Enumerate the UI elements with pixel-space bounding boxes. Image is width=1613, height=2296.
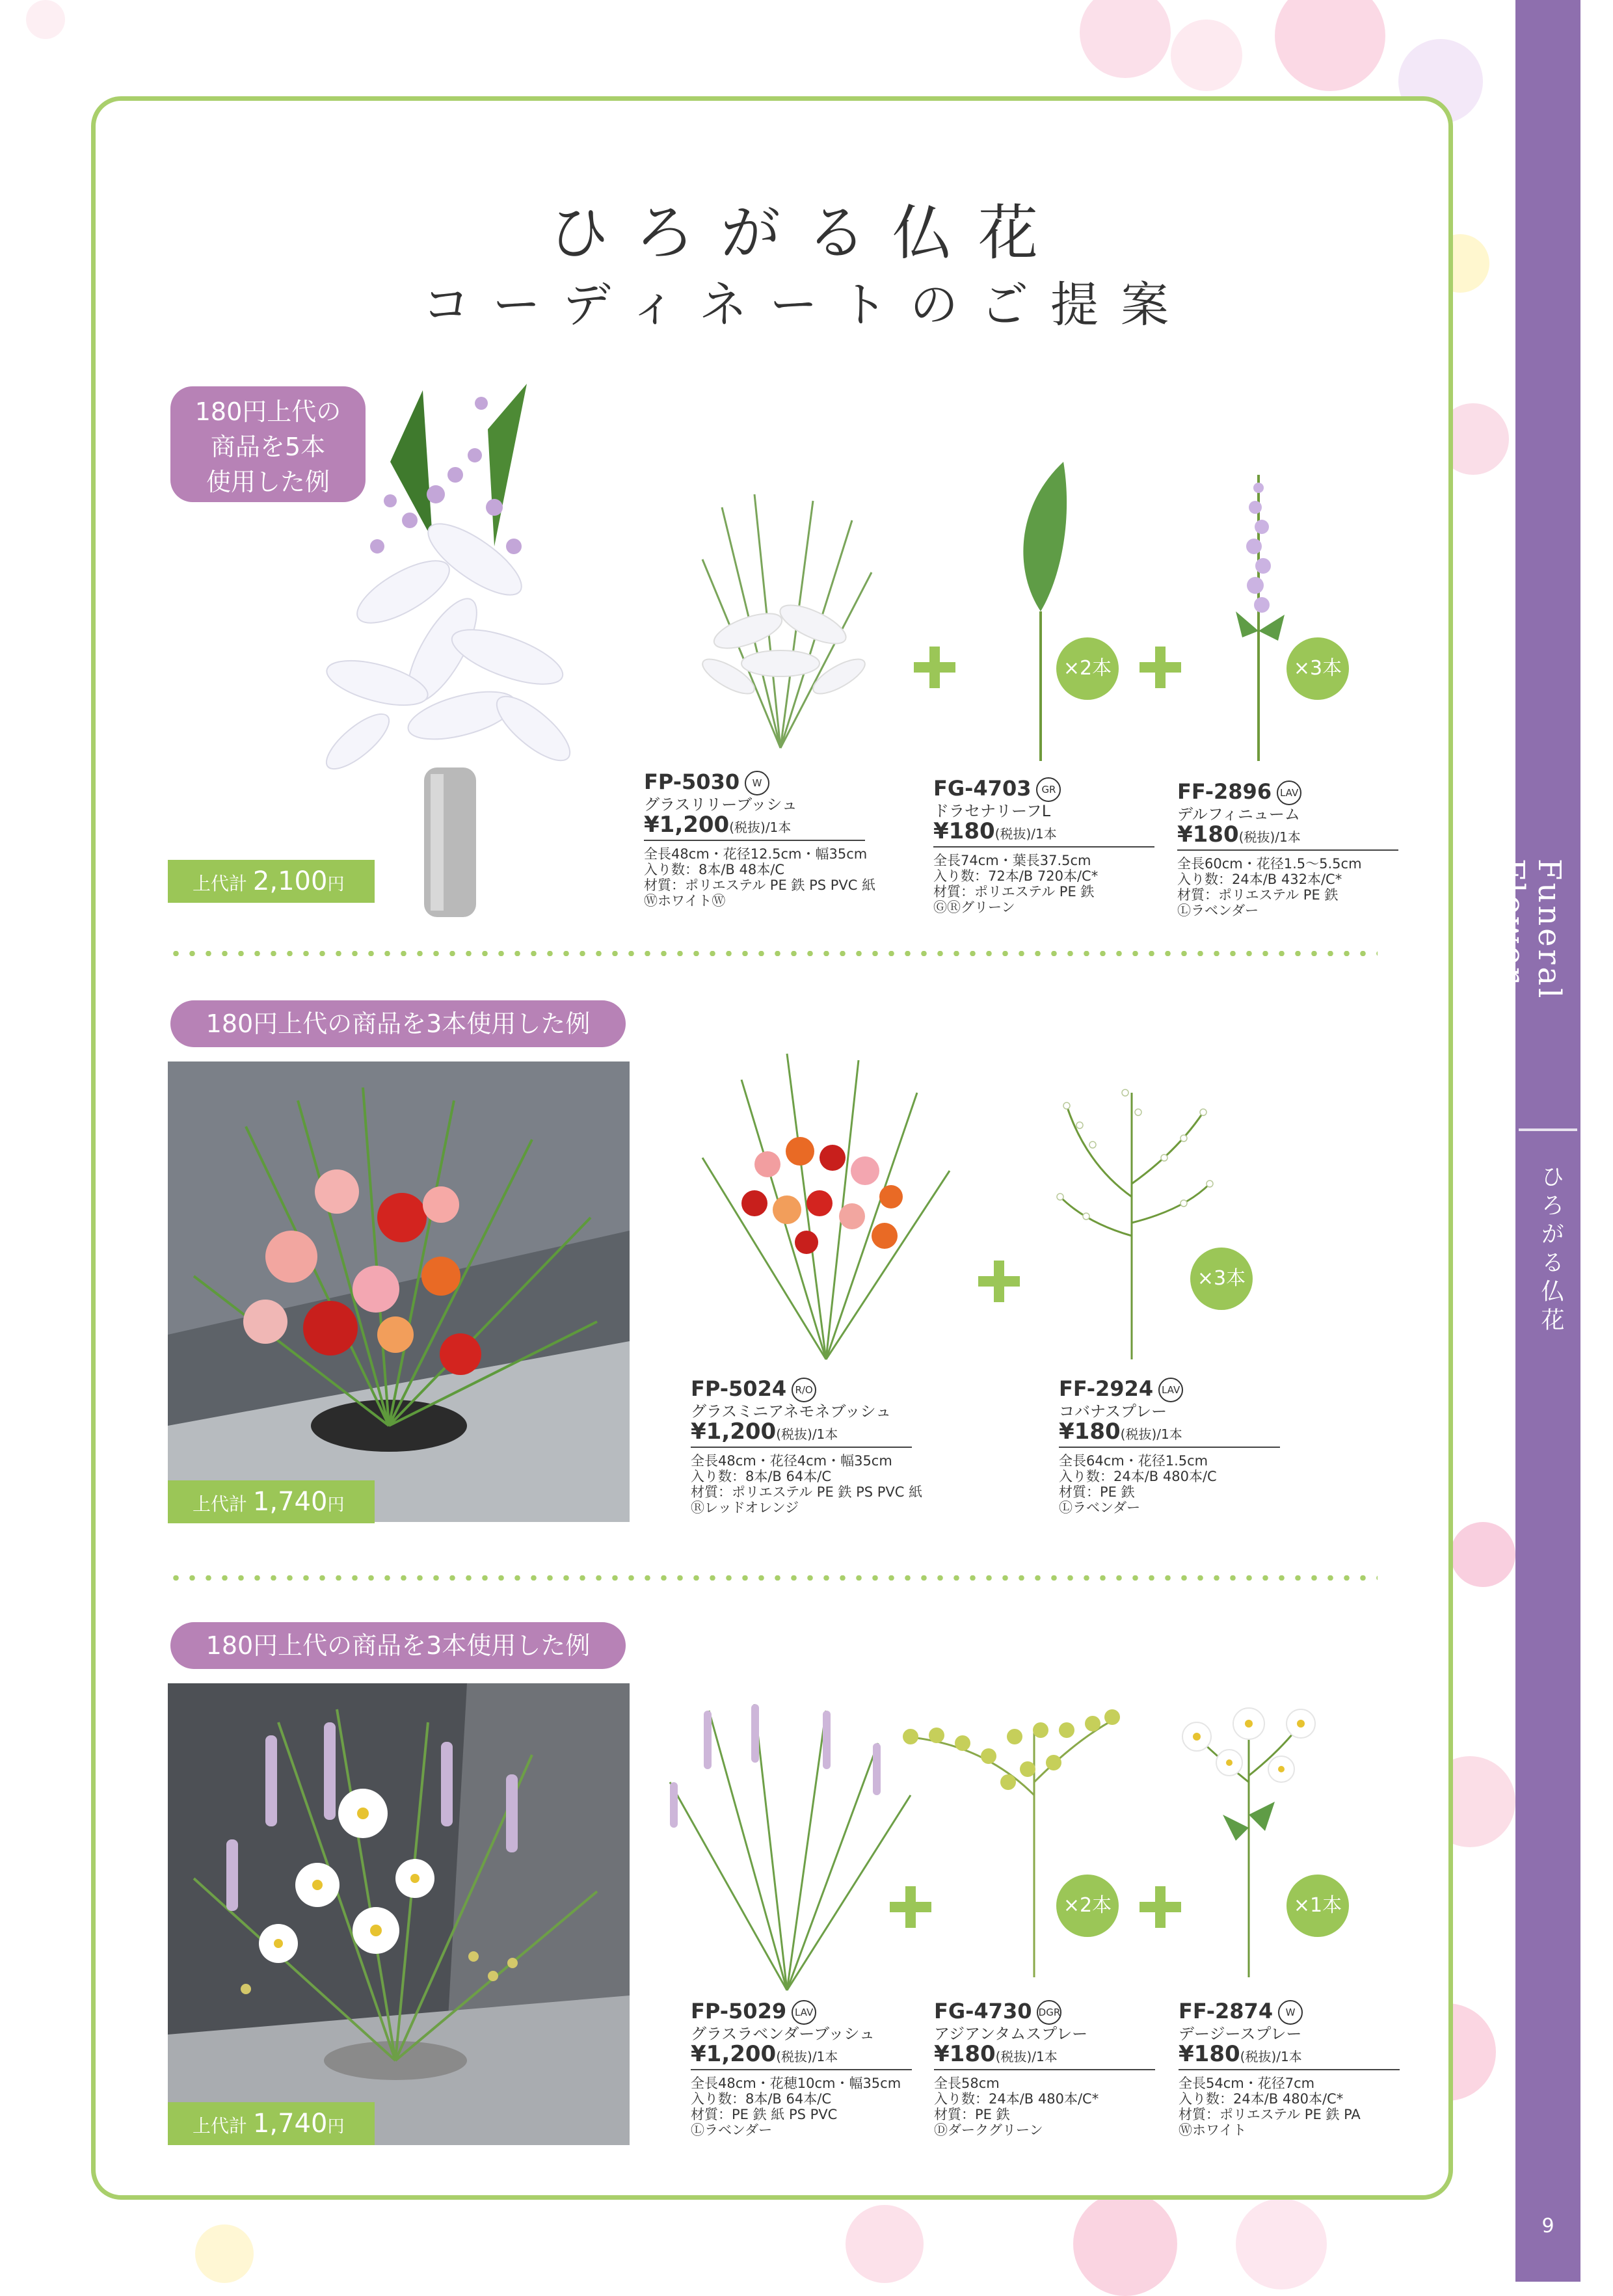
spec-line: ⓌホワイトⓌ	[644, 893, 726, 909]
divider	[933, 846, 1154, 848]
section-divider	[168, 1575, 1378, 1581]
multiplier-badge: ×1本	[1286, 1875, 1349, 1937]
spec-line: 入り数：8本/B 64本/C	[691, 2091, 831, 2107]
tax-note: (税抜)	[995, 2049, 1032, 2064]
total-caption: 上代計	[193, 873, 248, 894]
spec-line: 全長54cm・花径7cm	[1179, 2076, 1315, 2091]
spec-line: 材質：ポリエステル PE 鉄	[933, 884, 1095, 900]
multiplier-badge: ×2本	[1056, 637, 1119, 700]
spec-line: 全長60cm・花径1.5〜5.5cm	[1177, 856, 1362, 872]
total-label	[168, 860, 375, 903]
divider	[691, 2069, 912, 2070]
sidebar-japanese-title: ひろがる仏花	[1538, 1164, 1564, 1336]
plus-icon	[914, 647, 955, 688]
spec-line: 全長64cm・花径1.5cm	[1059, 1453, 1208, 1469]
color-code-badge: LAV	[792, 2000, 816, 2025]
product-code: FP-5029	[691, 1999, 787, 2023]
color-code-badge: LAV	[1158, 1378, 1183, 1402]
divider	[1177, 849, 1398, 851]
spec-line: 全長58cm	[934, 2076, 1000, 2091]
product-code: FG-4703	[933, 776, 1032, 801]
product-price: ¥180	[1179, 2041, 1240, 2067]
price-unit: /1本	[1275, 829, 1301, 845]
divider	[1179, 2069, 1400, 2070]
color-code-badge: W	[1278, 2000, 1303, 2025]
arrangement-photo	[168, 1683, 630, 2145]
spec-line: Ⓛラベンダー	[1059, 1500, 1141, 1515]
product-code: FF-2924	[1059, 1376, 1154, 1401]
total-label	[168, 1480, 375, 1523]
spec-line: 材質：ポリエステル PE 鉄 PS PVC 紙	[644, 877, 876, 893]
spec-line: ⒼⓇグリーン	[933, 900, 1015, 915]
product-code: FP-5024	[691, 1376, 787, 1401]
spec-line: 入り数：8本/B 64本/C	[691, 1469, 831, 1484]
divider	[1059, 1447, 1280, 1448]
product-name: ドラセナリーフL	[933, 802, 1051, 820]
product-info	[644, 771, 885, 909]
product-code: FG-4730	[934, 1999, 1032, 2023]
spec-line: 入り数：24本/B 480本/C*	[934, 2091, 1099, 2107]
total-unit: 円	[327, 1495, 345, 1515]
product-name: コバナスプレー	[1059, 1402, 1167, 1421]
side-band	[1495, 0, 1580, 2282]
product-image	[1002, 455, 1080, 768]
price-unit: /1本	[812, 1426, 838, 1442]
spec-line: 全長74cm・葉長37.5cm	[933, 853, 1091, 868]
badge-line: 商品を5本	[210, 433, 326, 461]
product-price: ¥180	[1059, 1419, 1121, 1445]
total-unit: 円	[327, 875, 345, 894]
multiplier-badge: ×2本	[1056, 1875, 1119, 1937]
spec-line: 材質：PE 鉄	[934, 2107, 1010, 2122]
page-number: 9	[1541, 2215, 1554, 2237]
product-image	[657, 1685, 917, 1997]
product-image	[683, 481, 891, 754]
price-unit: /1本	[1032, 2049, 1058, 2064]
product-code: FP-5030	[644, 769, 740, 794]
spec-line: Ⓦホワイト	[1179, 2122, 1247, 2138]
product-code: FF-2896	[1177, 779, 1272, 804]
divider	[691, 1447, 912, 1448]
color-code-badge: DGR	[1037, 2000, 1061, 2025]
color-code-badge: LAV	[1277, 781, 1301, 805]
multiplier-badge: ×3本	[1286, 637, 1349, 700]
product-info	[1179, 2000, 1419, 2138]
product-price: ¥180	[933, 818, 995, 844]
product-info	[691, 1378, 931, 1515]
product-price: ¥180	[934, 2041, 996, 2067]
product-price: ¥180	[1177, 821, 1239, 848]
product-price: ¥1,200	[691, 2041, 777, 2067]
total-amount: 2,100	[252, 866, 328, 896]
spec-line: 材質：PE 鉄	[1059, 1484, 1135, 1500]
product-name: デージースプレー	[1179, 2025, 1302, 2043]
sidebar-divider	[1519, 1128, 1577, 1131]
price-unit: /1本	[1276, 2049, 1302, 2064]
product-image	[1223, 462, 1294, 768]
tax-note: (税抜)	[776, 2049, 812, 2064]
plus-icon	[978, 1261, 1020, 1302]
tax-note: (税抜)	[994, 826, 1032, 842]
tax-note: (税抜)	[776, 1426, 812, 1442]
product-info	[934, 2000, 1175, 2138]
spec-line: 材質：ポリエステル PE 鉄 PA	[1179, 2107, 1361, 2122]
tax-note: (税抜)	[1120, 1426, 1157, 1442]
sidebar-english-title: Funeral Flower	[1495, 859, 1567, 1001]
product-image	[885, 1691, 1132, 1984]
spec-line: Ⓛラベンダー	[691, 2122, 773, 2138]
spec-line: 入り数：24本/B 432本/C*	[1177, 872, 1342, 887]
tax-note: (税抜)	[1238, 829, 1275, 845]
spec-line: 入り数：8本/B 48本/C	[644, 862, 784, 877]
product-name: アジアンタムスプレー	[934, 2025, 1088, 2043]
spec-line: 全長48cm・花穂10cm・幅35cm	[691, 2076, 901, 2091]
tax-note: (税抜)	[1240, 2049, 1277, 2064]
product-code: FF-2874	[1179, 1999, 1273, 2023]
price-unit: /1本	[765, 820, 792, 835]
product-name: デルフィニューム	[1177, 805, 1300, 823]
multiplier-badge: ×3本	[1190, 1248, 1253, 1310]
spec-line: 全長48cm・花径12.5cm・幅35cm	[644, 846, 868, 862]
arrangement-photo	[280, 377, 644, 924]
spec-line: 入り数：24本/B 480本/C	[1059, 1469, 1217, 1484]
total-amount: 1,740	[252, 2109, 328, 2139]
product-image	[689, 1041, 963, 1366]
color-code-badge: W	[745, 771, 769, 795]
total-label	[168, 2102, 375, 2145]
product-price: ¥1,200	[691, 1419, 777, 1445]
product-name: グラスミニアネモネブッシュ	[691, 1402, 892, 1421]
spec-line: 入り数：24本/B 480本/C*	[1179, 2091, 1344, 2107]
product-price: ¥1,200	[644, 812, 730, 838]
color-code-badge: R/O	[792, 1378, 816, 1402]
product-image	[1047, 1067, 1216, 1366]
product-info	[1059, 1378, 1300, 1515]
divider	[934, 2069, 1155, 2070]
plus-icon	[1140, 647, 1181, 688]
product-name: グラスリリーブッシュ	[644, 795, 797, 814]
page-title: ひろがる仏花	[548, 198, 1064, 268]
arrangement-photo	[168, 1061, 630, 1522]
price-unit: /1本	[1031, 826, 1057, 842]
example-badge: 180円上代の商品を3本使用した例	[170, 1622, 626, 1669]
section-divider	[168, 951, 1378, 956]
total-caption: 上代計	[193, 2115, 248, 2137]
tax-note: (税抜)	[729, 820, 766, 835]
spec-line: 全長48cm・花径4cm・幅35cm	[691, 1453, 892, 1469]
spec-line: 材質：PE 鉄 紙 PS PVC	[691, 2107, 838, 2122]
page-subtitle: コーディネートのご提案	[421, 277, 1192, 333]
total-caption: 上代計	[193, 1493, 248, 1515]
product-info	[933, 777, 1174, 915]
total-amount: 1,740	[252, 1487, 328, 1517]
total-unit: 円	[327, 2117, 345, 2137]
divider	[644, 840, 865, 841]
badge-line: 使用した例	[206, 468, 330, 496]
spec-line: Ⓛラベンダー	[1177, 903, 1259, 918]
product-name: グラスラベンダーブッシュ	[691, 2025, 875, 2043]
spec-line: 材質：ポリエステル PE 鉄	[1177, 887, 1339, 903]
spec-line: Ⓓダークグリーン	[934, 2122, 1043, 2138]
price-unit: /1本	[812, 2049, 838, 2064]
spec-line: Ⓡレッドオレンジ	[691, 1500, 799, 1515]
price-unit: /1本	[1156, 1426, 1182, 1442]
product-image	[1171, 1685, 1327, 1984]
spec-line: 入り数：72本/B 720本/C*	[933, 868, 1099, 884]
spec-line: 材質：ポリエステル PE 鉄 PS PVC 紙	[691, 1484, 923, 1500]
product-info	[691, 2000, 931, 2138]
example-badge: 180円上代の商品を3本使用した例	[170, 1000, 626, 1047]
product-info	[1177, 781, 1418, 918]
badge-line: 180円上代の	[194, 397, 341, 426]
color-code-badge: GR	[1036, 777, 1061, 802]
